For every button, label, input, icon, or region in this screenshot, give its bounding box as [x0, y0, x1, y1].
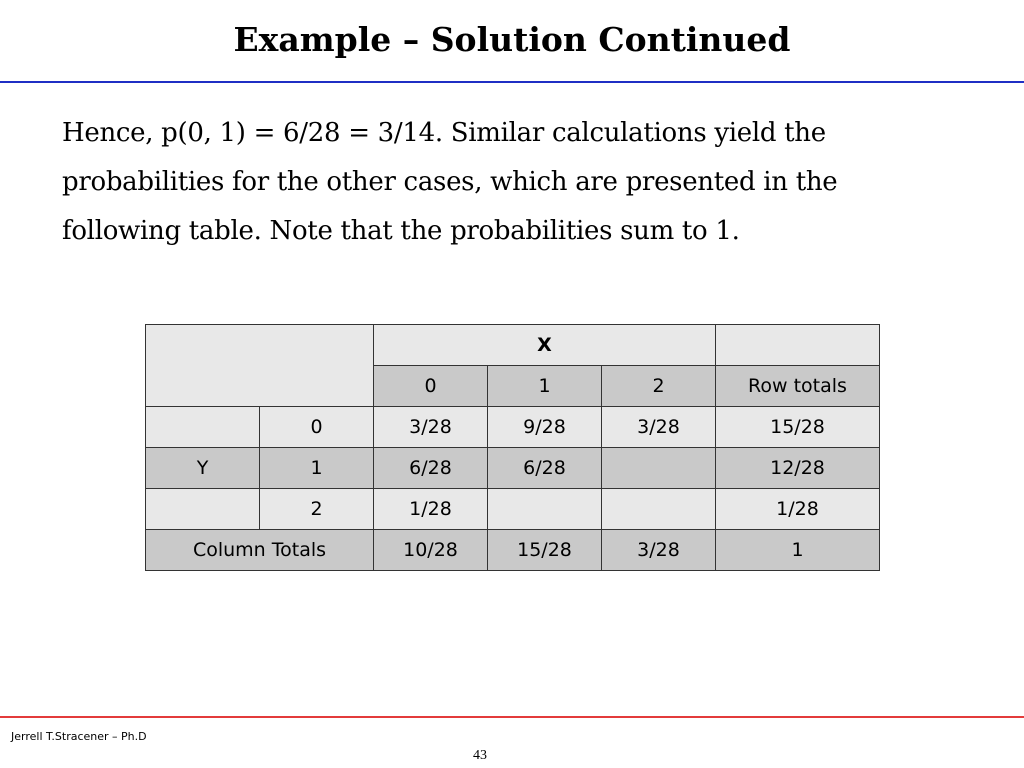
probability-cell: 3/28 [602, 407, 716, 448]
table-row [146, 448, 880, 489]
row-total-cell: 12/28 [716, 448, 880, 489]
y-value: 0 [260, 407, 374, 448]
x-value-2: 2 [602, 366, 716, 407]
y-value: 2 [260, 489, 374, 530]
probability-cell [488, 489, 602, 530]
probability-cell [602, 489, 716, 530]
title-divider [0, 81, 1024, 83]
y-label-blank-cell [146, 489, 260, 530]
column-total-cell: 10/28 [374, 530, 488, 571]
x-header: X [374, 325, 716, 366]
page-number: 43 [473, 748, 487, 763]
y-value: 1 [260, 448, 374, 489]
footer-divider [0, 716, 1024, 718]
x-value-1: 1 [488, 366, 602, 407]
joint-probability-table [145, 324, 880, 571]
column-totals-row [146, 530, 880, 571]
probability-cell: 1/28 [374, 489, 488, 530]
table-row [146, 489, 880, 530]
probability-cell [602, 448, 716, 489]
y-label: Y [146, 448, 260, 489]
row-total-cell: 1/28 [716, 489, 880, 530]
row-totals-header: Row totals [716, 366, 880, 407]
probability-cell: 9/28 [488, 407, 602, 448]
corner-cell [146, 325, 374, 407]
probability-cell: 6/28 [488, 448, 602, 489]
row-total-cell: 15/28 [716, 407, 880, 448]
probability-cell: 6/28 [374, 448, 488, 489]
column-total-cell: 15/28 [488, 530, 602, 571]
probability-cell: 3/28 [374, 407, 488, 448]
footer-author: Jerrell T.Stracener – Ph.D [11, 730, 147, 743]
table-header-row [146, 325, 880, 366]
column-totals-label: Column Totals [146, 530, 374, 571]
header-blank-cell [716, 325, 880, 366]
grand-total-cell: 1 [716, 530, 880, 571]
y-label-blank-cell [146, 407, 260, 448]
x-value-0: 0 [374, 366, 488, 407]
column-total-cell: 3/28 [602, 530, 716, 571]
body-paragraph: Hence, p(0, 1) = 6/28 = 3/14. Similar calculations yield the probabilities for the other cases, which are presented in the following table. Note that the probabilities sum to 1. [62, 118, 838, 246]
slide-title: Example – Solution Continued [233, 20, 791, 59]
table-row [146, 407, 880, 448]
